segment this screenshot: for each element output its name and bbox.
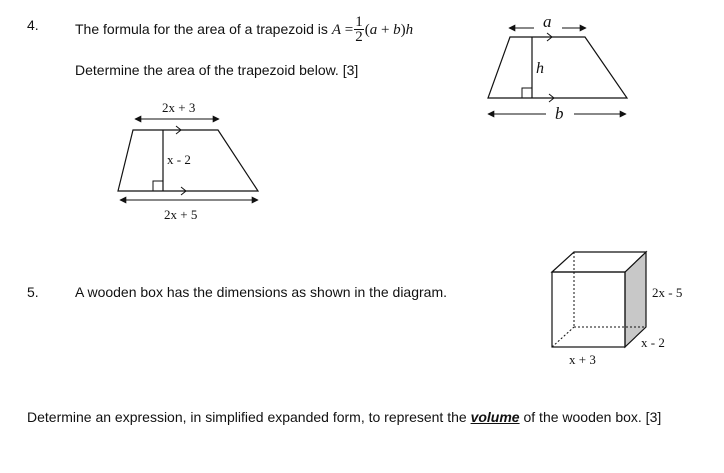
- general-top-label: a: [543, 12, 552, 31]
- formula-fraction-numerator: 1: [355, 14, 363, 30]
- q5-instruction-end: of the wooden box. [3]: [523, 409, 662, 425]
- formula-area-symbol: A: [331, 21, 341, 38]
- box-height-label: 2x - 5: [652, 285, 683, 300]
- q5-number: 5.: [27, 284, 39, 300]
- trapezoid-height-label: x - 2: [167, 152, 191, 167]
- volume-emphasis: volume: [470, 409, 520, 425]
- formula-close-paren: ): [400, 21, 406, 38]
- q4-instruction: Determine the area of the trapezoid below. [3]: [75, 62, 359, 78]
- general-base-label: b: [555, 104, 564, 123]
- box-depth-label: x - 2: [641, 335, 665, 350]
- formula-plus: +: [380, 21, 390, 38]
- trapezoid-base-label: 2x + 5: [164, 207, 198, 222]
- formula-equals: =: [344, 21, 354, 38]
- formula-a: a: [369, 21, 378, 38]
- formula-h: h: [405, 21, 414, 38]
- q4-number: 4.: [27, 17, 39, 33]
- box-hidden-edge-depth: [552, 327, 574, 347]
- formula-b: b: [393, 21, 401, 38]
- trapezoid-top-label: 2x + 3: [162, 100, 196, 115]
- q4-statement-text: The formula for the area of a trapezoid is: [75, 20, 328, 37]
- box-front-face: [552, 272, 625, 347]
- general-height-label: h: [536, 60, 544, 77]
- formula-open-paren: (: [364, 21, 370, 38]
- box-width-label: x + 3: [569, 352, 596, 367]
- formula-fraction-denominator: 2: [355, 29, 363, 45]
- q5-statement: A wooden box has the dimensions as shown in the diagram.: [75, 284, 448, 300]
- q5-instruction-text: Determine an expression, in simplified expanded form, to represent the: [27, 409, 467, 425]
- q5-instruction: [27, 408, 661, 426]
